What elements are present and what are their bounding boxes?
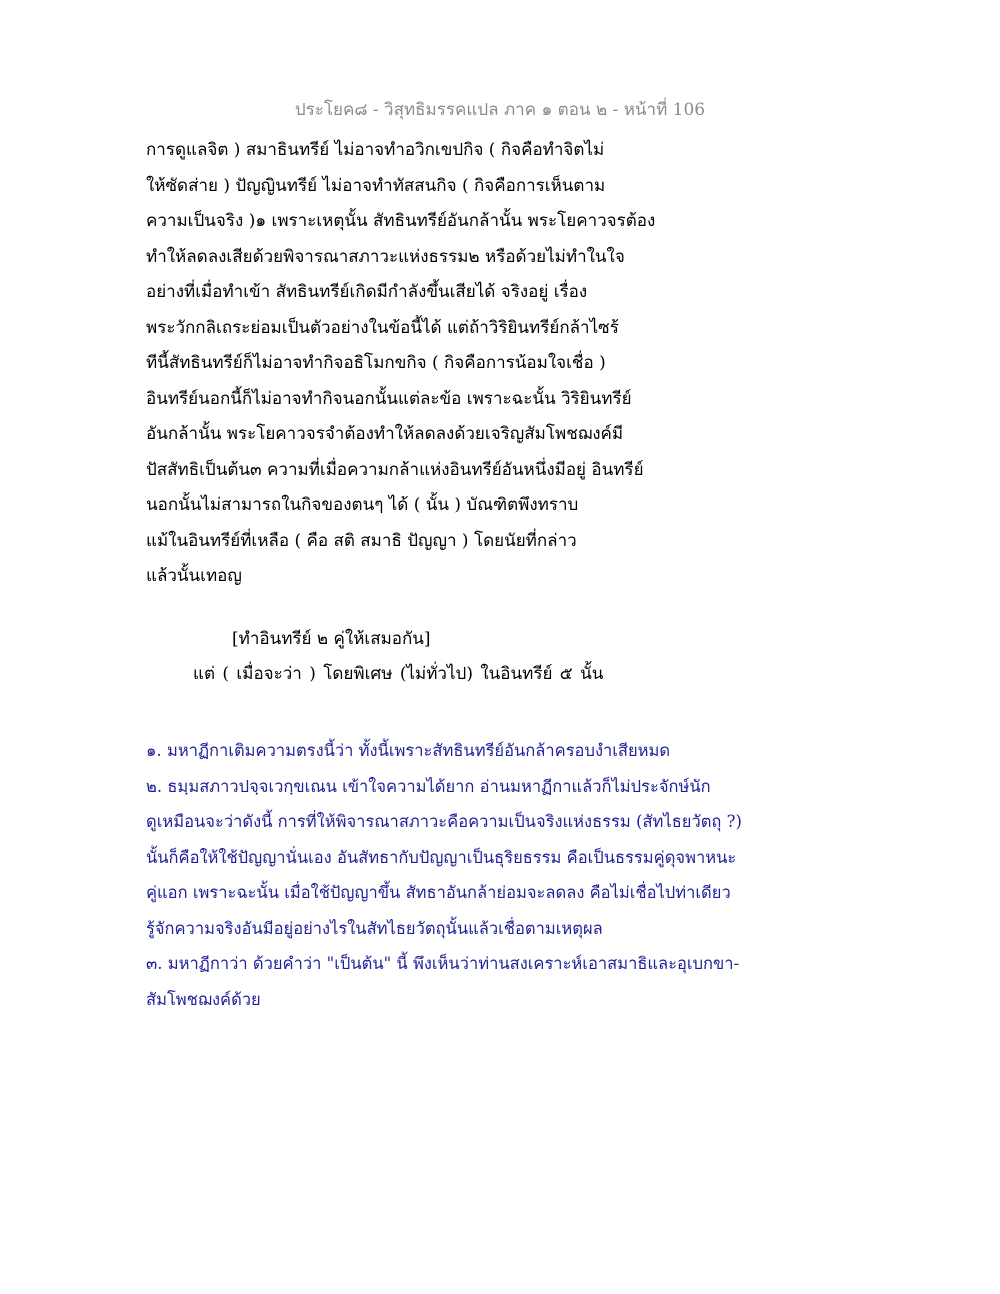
body-line: การดูแลจิต ) สมาธินทรีย์ ไม่อาจทำอวิกเขปกิจ ( กิจคือทำจิตไม่ — [146, 140, 605, 160]
body-line: ปัสสัทธิเป็นต้น๓ ความที่เมื่อความกล้าแห่งอินทรีย์อันหนึ่งมีอยู่ อินทรีย์ — [146, 459, 644, 480]
body-line: อย่างที่เมื่อทำเข้า สัทธินทรีย์เกิดมีกำลังขึ้นเสียได้ จริงอยู่ เรื่อง — [146, 282, 588, 302]
body-line: แล้วนั้นเทอญ — [146, 566, 242, 586]
body-line: ความเป็นจริง )๑ เพราะเหตุนั้น สัทธินทรีย์อันกล้านั้น พระโยคาวจรต้อง — [146, 211, 656, 231]
footnote-line: คู่แอก เพราะฉะนั้น เมื่อใช้ปัญญาขึ้น สัทธาอันกล้าย่อมจะลดลง คือไม่เชื่อไปท่าเดียว — [146, 883, 731, 902]
footnote-line: ๑. มหาฏีกาเติมความตรงนี้ว่า ทั้งนี้เพราะสัทธินทรีย์อันกล้าครอบงำเสียหมด — [146, 741, 671, 760]
footnote-line: ดูเหมือนจะว่าดังนี้ การที่ให้พิจารณาสภาวะคือความเป็นจริงแห่งธรรม (สัทไธยวัตถุ ?) — [146, 812, 742, 831]
footnote-line: นั้นก็คือให้ใช้ปัญญานั่นเอง อันสัทธากับปัญญาเป็นธุริยธรรม คือเป็นธรรมคู่ดุจพาหนะ — [146, 847, 737, 867]
footnote-line: รู้จักความจริงอันมีอยู่อย่างไรในสัทไธยวัตถุนั้นแล้วเชื่อตามเหตุผล — [146, 918, 603, 938]
body-line: ให้ซัดส่าย ) ปัญญินทรีย์ ไม่อาจทำทัสสนกิจ ( กิจคือการเห็นตาม — [146, 175, 606, 196]
section-heading: [ทำอินทรีย์ ๒ คู่ให้เสมอกัน] — [232, 629, 431, 649]
continuation-line: แต่ ( เมื่อจะว่า ) โดยพิเศษ (ไม่ทั่วไป) ในอินทรีย์ ๕ นั้น — [193, 664, 604, 684]
footnote-line: สัมโพชฌงค์ด้วย — [146, 989, 261, 1009]
main-text-block — [146, 133, 866, 595]
footnote-line: ๒. ธมฺมสภาวปจฺจเวกฺขเณน เข้าใจความได้ยาก อ่านมหาฏีกาแล้วก็ไม่ประจักษ์นัก — [146, 776, 711, 796]
running-header: ประโยค๘ - วิสุทธิมรรคแปล ภาค ๑ ตอน ๒ - หน้าที่ 106 — [294, 100, 706, 120]
body-line: ทีนี้สัทธินทรีย์ก็ไม่อาจทำกิจอธิโมกขกิจ ( กิจคือการน้อมใจเชื่อ ) — [146, 353, 606, 373]
body-line: อันกล้านั้น พระโยคาวจรจำต้องทำให้ลดลงด้วยเจริญสัมโพชฌงค์มี — [146, 424, 624, 444]
body-line: ทำให้ลดลงเสียด้วยพิจารณาสภาวะแห่งธรรม๒ หรือด้วยไม่ทำในใจ — [146, 246, 625, 267]
body-line: พระวักกลิเถระย่อมเป็นตัวอย่างในข้อนี้ได้ แต่ถ้าวิริยินทรีย์กล้าไซร้ — [146, 317, 619, 338]
footnote-line: ๓. มหาฏีกาว่า ด้วยคำว่า "เป็นต้น" นี้ พึงเห็นว่าท่านสงเคราะห์เอาสมาธิและอุเบกขา- — [146, 954, 740, 973]
body-line: แม้ในอินทรีย์ที่เหลือ ( คือ สติ สมาธิ ปัญญา ) โดยนัยที่กล่าว — [146, 530, 577, 551]
body-line: นอกนั้นไม่สามารถในกิจของตนๆ ได้ ( นั้น ) บัณฑิตพึงทราบ — [146, 495, 579, 515]
body-line: อินทรีย์นอกนี้ก็ไม่อาจทำกิจนอกนั้นแต่ละข้อ เพราะฉะนั้น วิริยินทรีย์ — [146, 388, 632, 409]
footnotes-block — [146, 733, 866, 1017]
